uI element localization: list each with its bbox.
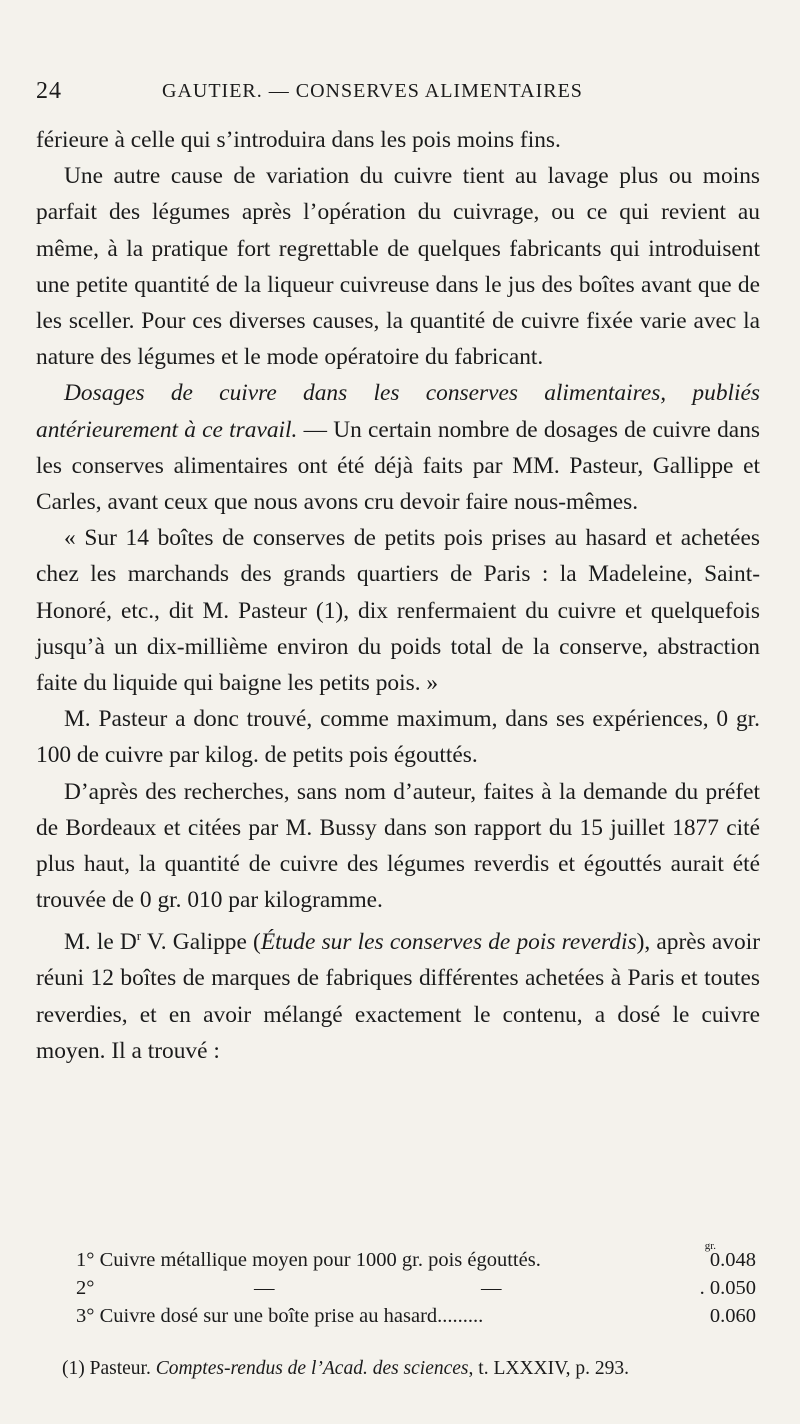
footnote-source-italic: Comptes-rendus de l’Acad. des sciences (155, 1358, 469, 1379)
page-header (36, 78, 776, 112)
footnote (62, 1356, 772, 1382)
row-value: 0.060 (709, 1305, 756, 1327)
row-label: 1° Cuivre métallique moyen pour 1000 gr. pois égouttés. (76, 1249, 541, 1271)
galippe-text-b: V. Galippe ( (141, 929, 261, 956)
results-table (76, 1240, 766, 1330)
body-text (36, 122, 760, 1069)
running-title: GAUTIER. — CONSERVES ALIMENTAIRES (162, 80, 583, 102)
paragraph-continuation: férieure à celle qui s’introduira dans les pois moins fins. (36, 127, 561, 153)
paragraph-bordeaux: D’après des recherches, sans nom d’auteur, faites à la demande du préfet de Bordeaux et citées par M. Bussy dans son rapport du 15 juillet 1877 cité plus haut, la quantité de cuivre des légumes reverdis et égouttés aurait été trouvée de 0 gr. 010 par kilogramme. (36, 778, 760, 914)
galippe-text-c: ), après avoir réuni 12 boîtes de marques de fabriques différentes achetées à Paris et toutes reverdies, et en avoir mélangé exactement le contenu, a dosé le cuivre moyen. Il a trouvé : (36, 929, 760, 1064)
galippe-title-italic: Étude sur les conserves de pois reverdis (260, 929, 637, 956)
table-row (76, 1274, 766, 1302)
page-number: 24 (36, 78, 62, 104)
paragraph-dosages-text: — Un certain nombre de dosages de cuivre dans les conserves alimentaires ont été déjà faits par MM. Pasteur, Gallippe et Carles, avant ceux que nous avons cru devoir faire nous-mêmes. (36, 416, 760, 516)
ditto-mark: — (481, 1277, 502, 1299)
row-value: . 0.050 (699, 1277, 756, 1299)
ditto-mark: — (254, 1277, 275, 1299)
galippe-sup: r (136, 928, 142, 944)
paragraph-dosages (36, 375, 760, 520)
section-heading-italic: Dosages de cuivre dans les conserves alimentaires, publiés antérieurement à ce travail. (36, 380, 760, 443)
paragraph-galippe (36, 918, 760, 1069)
row-label: 2° (76, 1277, 95, 1299)
unit-label: gr. (704, 1240, 716, 1252)
paragraph-variation: Une autre cause de variation du cuivre tient au lavage plus ou moins parfait des légumes après l’opération du cuivrage, ou ce qui revient au même, à la pratique fort regrettable de quelques fabricants qui introduisent une petite quantité de la liqueur cuivreuse dans le jus des boîtes avant que de les sceller. Pour ces diverses causes, la quantité de cuivre fixée varie avec la nature des légumes et le mode opératoire du fabricant. (36, 163, 760, 371)
row-value: 0.048 (709, 1249, 756, 1271)
row-label: 3° Cuivre dosé sur une boîte prise au hasard......... (76, 1305, 484, 1327)
footnote-reference: , t. LXXXIV, p. 293. (468, 1358, 630, 1379)
footnote-marker: (1) Pasteur. (62, 1358, 156, 1379)
galippe-text-a: M. le D (64, 929, 137, 956)
table-row (76, 1302, 766, 1330)
paragraph-pasteur-max: M. Pasteur a donc trouvé, comme maximum, dans ses expériences, 0 gr. 100 de cuivre par kilog. de petits pois égouttés. (36, 706, 760, 769)
table-row (76, 1240, 766, 1274)
paragraph-pasteur-quote: « Sur 14 boîtes de conserves de petits pois prises au hasard et achetées chez les marchands des grands quartiers de Paris : la Madeleine, Saint-Honoré, etc., dit M. Pasteur (1), dix renfermaient du cuivre et quelquefois jusqu’à un dix-millième environ du poids total de la conserve, abstraction faite du liquide qui baigne les petits pois. » (36, 525, 760, 697)
